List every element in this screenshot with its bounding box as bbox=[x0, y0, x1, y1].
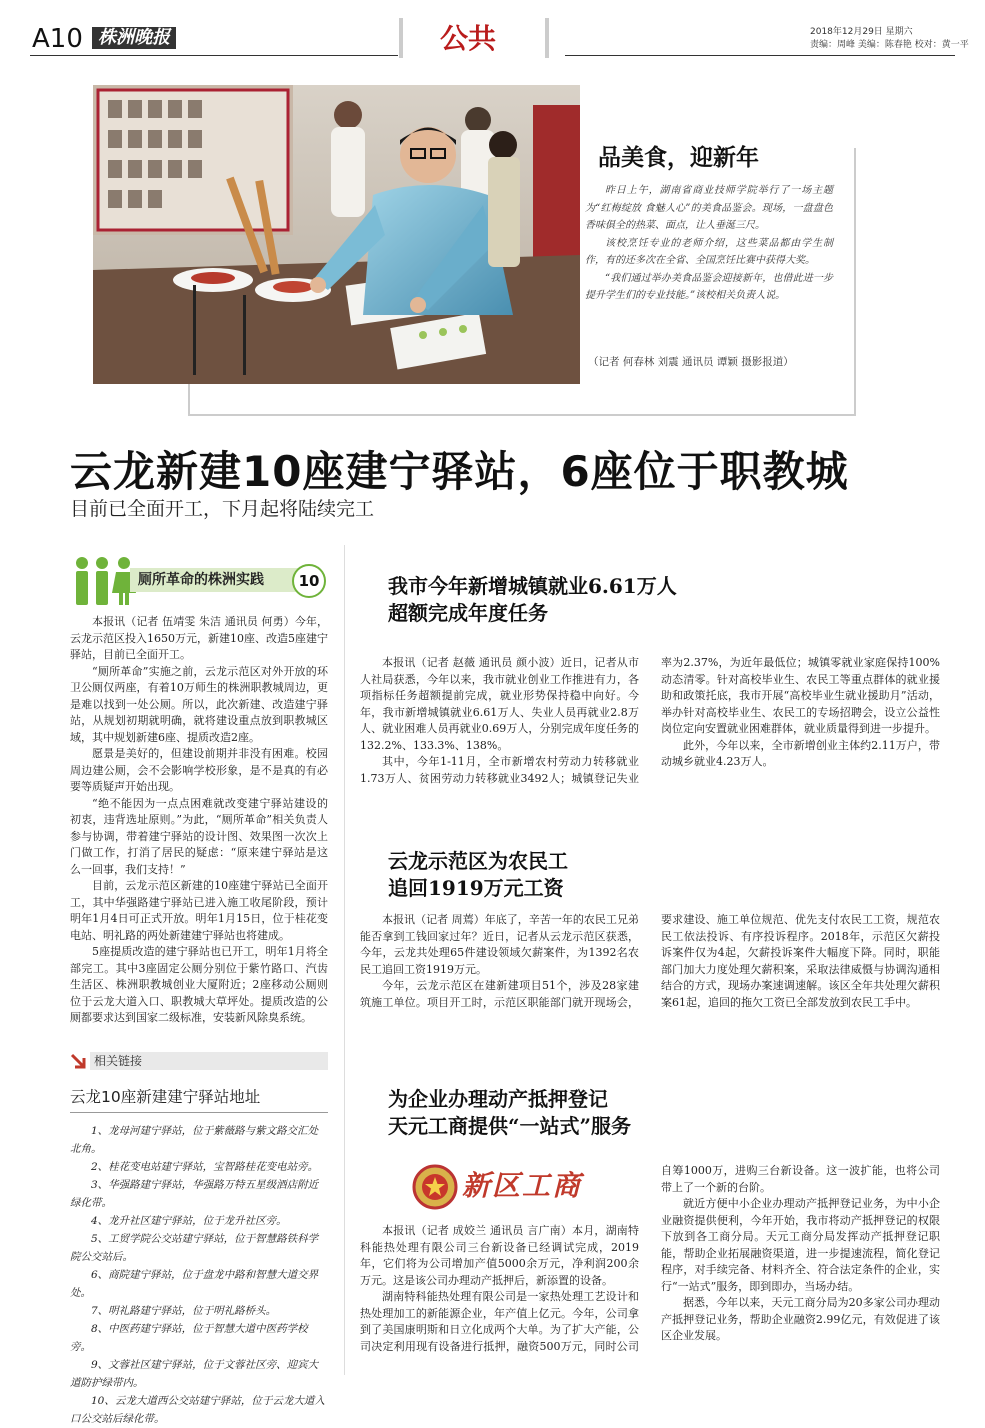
wage-paragraph: 本报讯（记者 周蔫）年底了，辛苦一年的农民工兄弟能否拿到工钱回家过年？近日，记者从云龙示范区获悉，今年，云龙共处理65件建设领域欠薪案件，为1392名农民工追回工资1919万元。 bbox=[360, 913, 639, 976]
restroom-people-icon bbox=[70, 555, 138, 607]
main-story-body bbox=[70, 614, 328, 1027]
business-paragraph: 据悉，今年以来，天元工商分局为20多家公司办理动产抵押登记业务，帮助企业融资2.99亿元，有效促进了该区企业发展。 bbox=[661, 1296, 940, 1342]
arrow-down-right-icon bbox=[70, 1053, 86, 1069]
business-headline-line: 为企业办理动产抵押登记 bbox=[388, 1087, 608, 1111]
photo-feature-title: 品美食，迎新年 bbox=[598, 144, 759, 171]
related-list-item: 7、明礼路建宁驿站，位于明礼路桥头。 bbox=[91, 1305, 277, 1317]
masthead-divider-left bbox=[399, 18, 403, 58]
main-story-paragraph: “绝不能因为一点点困难就改变建宁驿站建设的初衷，违背选址原则。”为此，“厕所革命”相关负责人参与协调，带着建宁驿站的设计图、效果图一次次上门做工作，打消了居民的疑虑：“原来建宁驿站是这么一回事，我们支持！” bbox=[70, 796, 328, 876]
business-paragraph: 湖南特科能热处理有限公司是一家热处理工艺设计和热处理加工的新能源企业，年产值上亿元。今年，公司拿到了美国康明斯和日立化成两个大单。为了扩大产能，公司决定利用现有设备进行抵押，融资500万元，同时公司自筹1000万，进购三台新设备。这一波扩能，也将公司带上了一个新的台阶。 bbox=[360, 1164, 940, 1353]
related-rule bbox=[70, 1112, 328, 1113]
related-list-item: 3、华强路建宁驿站，华强路万特五星级酒店附近绿化带。 bbox=[70, 1179, 319, 1209]
main-headline: 云龙新建10座建宁驿站，6座位于职教城 bbox=[70, 447, 849, 496]
wage-paragraph: 今年，云龙示范区在建新建项目51个，涉及28家建筑施工单位。项目开工时，示范区职能部门就开现场会，要求建设、施工单位规范、优先支付农民工工资，规范农民工依法投诉、有序投诉程序。2018年，示范区欠薪投诉案件仅为4起，欠薪投诉案件大幅度下降。同时，职能部门加大力度处理欠薪积案，采取法律威慑与协调沟通相结合的方式，现场办案速调速解。该区全年共处理欠薪积案61起，追回的拖欠工资已全部发放到农民工手中。 bbox=[360, 913, 940, 1009]
photo-feature-paragraph: “我们通过举办美食品鉴会迎接新年，也借此进一步提升学生们的专业技能。”该校相关负责人说。 bbox=[585, 272, 833, 301]
masthead-rule-right bbox=[565, 55, 955, 56]
wage-headline-line: 追回1919万元工资 bbox=[388, 876, 564, 900]
wage-headline-line: 云龙示范区为农民工 bbox=[388, 849, 568, 873]
employment-headline-line: 超额完成年度任务 bbox=[388, 601, 548, 625]
main-story-paragraph: 本报讯（记者 伍靖雯 朱洁 通讯员 何勇）今年，云龙示范区投入1650万元，新建10座、改造5座建宁驿站，目前已全面开工。 bbox=[70, 615, 328, 661]
issue-date: 2018年12月29日 星期六 bbox=[810, 27, 913, 37]
related-list-item: 1、龙母河建宁驿站，位于紫薇路与紫文路交汇处北角。 bbox=[70, 1125, 319, 1155]
photo-credit: （记者 何春林 刘震 通讯员 谭颖 摄影报道） bbox=[588, 356, 794, 368]
related-list-item: 9、文蓉社区建宁驿站，位于文蓉社区旁、迎宾大道防护绿带内。 bbox=[70, 1359, 319, 1389]
masthead-divider-right bbox=[545, 18, 549, 58]
business-headline bbox=[388, 1086, 908, 1140]
column-divider bbox=[344, 545, 345, 1375]
masthead bbox=[0, 0, 985, 70]
employment-headline bbox=[388, 573, 908, 627]
masthead-rule-left bbox=[30, 55, 398, 56]
feature-photo-illustration bbox=[93, 85, 580, 384]
main-story-paragraph: “厕所革命”实施之前，云龙示范区对外开放的环卫公厕仅两座，有着10万师生的株洲职教城周边，更是难以找到一处公厕。所以，此次新建、改造建宁驿站，从规划初期就明确，就将建设重点放到职教城区域，其中规划新建6座、提质改造2座。 bbox=[70, 664, 328, 744]
series-badge bbox=[70, 555, 328, 607]
business-paragraph: 就近方便中小企业办理动产抵押登记业务，为中小企业融资提供便利，今年开始，我市将动产抵押登记的权限下放到各工商分局。天元工商分局发挥动产抵押登记职能，帮助企业拓展融资渠道，进一步提速流程，简化登记程序，对手续完备、材料齐全、符合法定条件的企业，实行“一站式”服务，即到即办，当场办结。 bbox=[661, 1197, 940, 1293]
feature-photo bbox=[93, 85, 580, 384]
related-list-item: 2、桂花变电站建宁驿站，宝智路桂花变电站旁。 bbox=[91, 1161, 319, 1173]
editors-credit: 责编：周峰 美编：陈春艳 校对：黄一平 bbox=[810, 40, 969, 50]
related-list-item: 5、工贸学院公交站建宁驿站，位于智慧路铁科学院公交站后。 bbox=[70, 1233, 319, 1263]
related-list-item: 8、中医药建宁驿站，位于智慧大道中医药学校旁。 bbox=[70, 1323, 308, 1353]
main-story-paragraph: 目前，云龙示范区新建的10座建宁驿站已全面开工，其中华强路建宁驿站已进入施工收尾阶段，预计明年1月4日可正式开放。明年1月15日，位于桂花变电站、明礼路的两处新建建宁驿站也将建成。 bbox=[70, 879, 328, 942]
series-number: 10 bbox=[298, 572, 320, 590]
employment-paragraph: 本报讯（记者 赵薇 通讯员 颜小波）近日，记者从市人社局获悉，今年以来，我市就业创业工作推进有力，各项指标任务超额提前完成，就业形势保持稳中向好。今年，我市新增城镇就业6.61万人、失业人员再就业2.8万人、就业困难人员再就业0.69万人，分别完成年度任务的132.2%、133.3%、138%。 bbox=[360, 656, 639, 752]
employment-body bbox=[360, 655, 940, 787]
related-title: 云龙10座新建建宁驿站地址 bbox=[70, 1088, 261, 1106]
photo-feature-paragraph: 该校烹饪专业的老师介绍，这些菜品都由学生制作，有的还多次在全省、全国烹饪比赛中获得大奖。 bbox=[585, 237, 833, 266]
series-number-badge bbox=[292, 564, 326, 598]
main-subhead: 目前已全面开工，下月起将陆续完工 bbox=[70, 498, 375, 520]
main-story-paragraph: 愿景是美好的，但建设前期并非没有困难。校园周边建公厕，会不会影响学校形象，是不是真的有必要等质疑声开始出现。 bbox=[70, 747, 328, 793]
photo-feature-paragraph: 昨日上午，湖南省商业技师学院举行了一场主题为“红梅绽放 食魅人心”的美食品鉴会。现场，一盘盘色香味俱全的热菜、面点，让人垂涎三尺。 bbox=[585, 185, 833, 231]
related-list-item: 10、云龙大道西公交站建宁驿站，位于云龙大道入口公交站后绿化带。 bbox=[70, 1395, 325, 1425]
main-story-paragraph: 5座提质改造的建宁驿站也已开工，明年1月将全部完工。其中3座固定公厕分别位于紫竹路口、汽齿生活区、株洲职教城创业大厦附近；2座移动公厕则位于云龙大道入口、职教城大草坪处。提质改造的公厕都要求达到国家二级标准，安装新风除臭系统。 bbox=[70, 945, 328, 1024]
series-label: 厕所革命的株洲实践 bbox=[138, 572, 264, 588]
business-body bbox=[360, 1163, 940, 1355]
wage-headline bbox=[388, 848, 908, 902]
related-list-item: 4、龙升社区建宁驿站，位于龙升社区旁。 bbox=[91, 1215, 287, 1227]
business-paragraph: 本报讯（记者 成姣兰 通讯员 言广南）本月，湖南特科能热处理有限公司三台新设备已经调试完成，2019年，它们将为公司增加产值5000余万元，净利润200余万元。这是该公司办理动产抵押后，新添置的设备。 bbox=[360, 1224, 639, 1287]
paper-name-logo: 株洲晚报 bbox=[92, 27, 176, 49]
wage-body bbox=[360, 912, 940, 1011]
business-logo-text: 新区工商 bbox=[462, 1169, 583, 1202]
related-list-item: 6、商院建宁驿站，位于盘龙中路和智慧大道交界处。 bbox=[70, 1269, 319, 1299]
related-label: 相关链接 bbox=[94, 1054, 143, 1068]
employment-paragraph: 此外，今年以来，全市新增创业主体约2.11万户，带动城乡就业4.23万人。 bbox=[661, 738, 940, 768]
section-name: 公共 bbox=[440, 22, 497, 55]
employment-paragraph: 其中，今年1-11月，全市新增农村劳动力转移就业1.73万人、贫困劳动力转移就业3492人；城镇登记失业率为2.37%，为近年最低位；城镇零就业家庭保持100%动态清零。针对高校毕业生、农民工等重点群体的就业援助和政策托底，我市开展“高校毕业生就业援助月”活动，举办针对高校毕业生、农民工的专场招聘会，设立公益性岗位定向安置就业困难群体，就业质量得到进一步提升。 bbox=[360, 656, 940, 785]
related-label-block bbox=[70, 1050, 328, 1072]
employment-headline-line: 我市今年新增城镇就业6.61万人 bbox=[388, 574, 677, 598]
related-list bbox=[70, 1122, 328, 1428]
business-headline-line: 天元工商提供“一站式”服务 bbox=[388, 1114, 632, 1138]
photo-feature-text bbox=[585, 182, 833, 305]
page-number: A10 bbox=[32, 24, 83, 54]
